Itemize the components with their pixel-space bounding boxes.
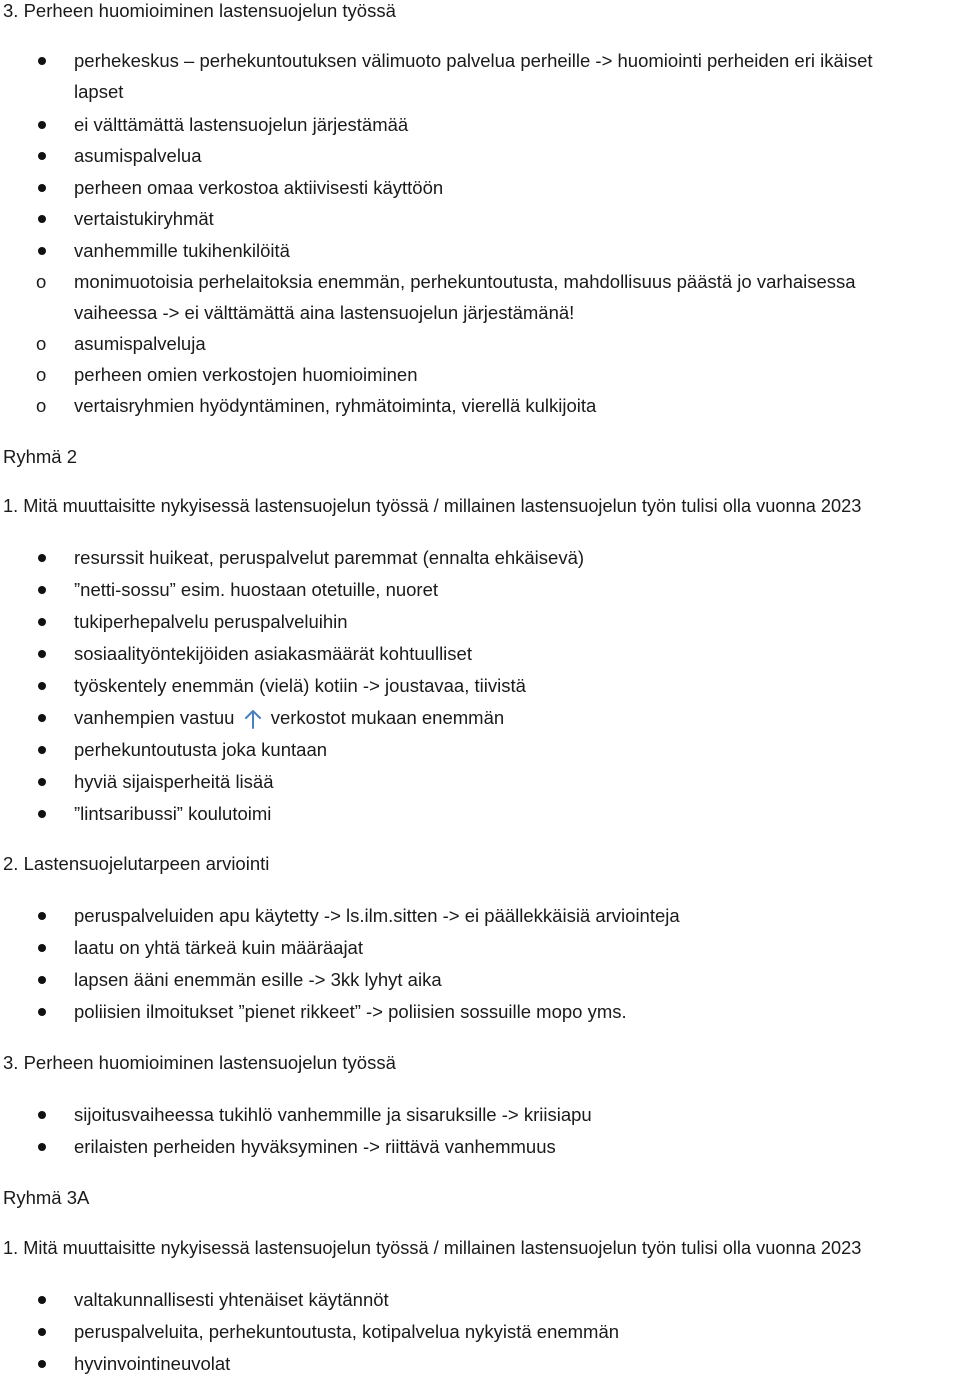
list-item: erilaisten perheiden hyväksyminen -> riittävä vanhemmuus	[74, 1136, 556, 1157]
bullet-icon	[38, 778, 46, 786]
bullet-icon	[38, 810, 46, 818]
bullet-icon	[38, 912, 46, 920]
sub-list-item-continuation: vaiheessa -> ei välttämättä aina lastensuojelun järjestämänä!	[74, 302, 575, 323]
list-item: asumispalvelua	[74, 145, 202, 166]
sub-list-item: perheen omien verkostojen huomioiminen	[74, 364, 418, 385]
bullet-icon	[38, 152, 46, 160]
list-item-text: verkostot mukaan enemmän	[270, 707, 505, 728]
list-item: peruspalveluiden apu käytetty -> ls.ilm.sitten -> ei päällekkäisiä arviointeja	[74, 905, 680, 926]
bullet-icon	[38, 1296, 46, 1304]
bullet-icon	[38, 1111, 46, 1119]
sub-list-item: monimuotoisia perhelaitoksia enemmän, perhekuntoutusta, mahdollisuus päästä jo varhaisessa	[74, 271, 856, 292]
bullet-icon	[38, 944, 46, 952]
list-item: resurssit huikeat, peruspalvelut paremmat (ennalta ehkäisevä)	[74, 547, 585, 568]
section-heading: 3. Perheen huomioiminen lastensuojelun työssä	[3, 0, 396, 21]
list-item	[74, 707, 504, 730]
sub-bullet-icon: o	[36, 333, 47, 354]
list-item: hyvinvointineuvolat	[74, 1353, 231, 1374]
sub-bullet-icon: o	[36, 271, 47, 292]
bullet-icon	[38, 121, 46, 129]
sub-list-item: vertaisryhmien hyödyntäminen, ryhmätoiminta, vierellä kulkijoita	[74, 395, 597, 416]
bullet-icon	[38, 57, 46, 65]
list-item: perhekuntoutusta joka kuntaan	[74, 739, 328, 760]
bullet-icon	[38, 618, 46, 626]
list-item: ”lintsaribussi” koulutoimi	[74, 803, 272, 824]
bullet-icon	[38, 1328, 46, 1336]
question-heading: 2. Lastensuojelutarpeen arviointi	[3, 853, 270, 874]
list-item: valtakunnallisesti yhtenäiset käytännöt	[74, 1289, 389, 1310]
list-item: sosiaalityöntekijöiden asiakasmäärät kohtuulliset	[74, 643, 472, 664]
bullet-icon	[38, 247, 46, 255]
bullet-icon	[38, 1008, 46, 1016]
group-title: Ryhmä 3A	[3, 1187, 90, 1208]
list-item: ei välttämättä lastensuojelun järjestämää	[74, 114, 409, 135]
list-item-text: vanhempien vastuu	[74, 707, 235, 728]
list-item: vertaistukiryhmät	[74, 208, 214, 229]
group-title: Ryhmä 2	[3, 446, 78, 467]
bullet-icon	[38, 976, 46, 984]
arrow-up-icon	[242, 708, 264, 730]
list-item: vanhemmille tukihenkilöitä	[74, 240, 290, 261]
list-item-continuation: lapset	[74, 81, 124, 102]
bullet-icon	[38, 746, 46, 754]
list-item: tukiperhepalvelu peruspalveluihin	[74, 611, 348, 632]
sub-list-item: asumispalveluja	[74, 333, 206, 354]
question-heading: 3. Perheen huomioiminen lastensuojelun työssä	[3, 1052, 396, 1073]
bullet-icon	[38, 184, 46, 192]
list-item: ”netti-sossu” esim. huostaan otetuille, nuoret	[74, 579, 439, 600]
bullet-icon	[38, 714, 46, 722]
bullet-icon	[38, 586, 46, 594]
bullet-icon	[38, 554, 46, 562]
list-item: työskentely enemmän (vielä) kotiin -> joustavaa, tiivistä	[74, 675, 526, 696]
list-item: sijoitusvaiheessa tukihlö vanhemmille ja sisaruksille -> kriisiapu	[74, 1104, 592, 1125]
list-item: poliisien ilmoitukset ”pienet rikkeet” -> poliisien sossuille mopo yms.	[74, 1001, 627, 1022]
list-item: laatu on yhtä tärkeä kuin määräajat	[74, 937, 363, 958]
bullet-icon	[38, 215, 46, 223]
sub-bullet-icon: o	[36, 395, 47, 416]
list-item: perheen omaa verkostoa aktiivisesti käyttöön	[74, 177, 444, 198]
sub-bullet-icon: o	[36, 364, 47, 385]
bullet-icon	[38, 1143, 46, 1151]
question-heading: 1. Mitä muuttaisitte nykyisessä lastensuojelun työssä / millainen lastensuojelun työn tulisi olla vuonna 2023	[3, 496, 862, 516]
bullet-icon	[38, 682, 46, 690]
list-item: lapsen ääni enemmän esille -> 3kk lyhyt aika	[74, 969, 442, 990]
list-item: hyviä sijaisperheitä lisää	[74, 771, 274, 792]
list-item: perhekeskus – perhekuntoutuksen välimuoto palvelua perheille -> huomiointi perheiden eri ikäiset	[74, 50, 873, 71]
bullet-icon	[38, 650, 46, 658]
list-item: peruspalveluita, perhekuntoutusta, kotipalvelua nykyistä enemmän	[74, 1321, 620, 1342]
bullet-icon	[38, 1360, 46, 1368]
question-heading: 1. Mitä muuttaisitte nykyisessä lastensuojelun työssä / millainen lastensuojelun työn tulisi olla vuonna 2023	[3, 1238, 862, 1258]
